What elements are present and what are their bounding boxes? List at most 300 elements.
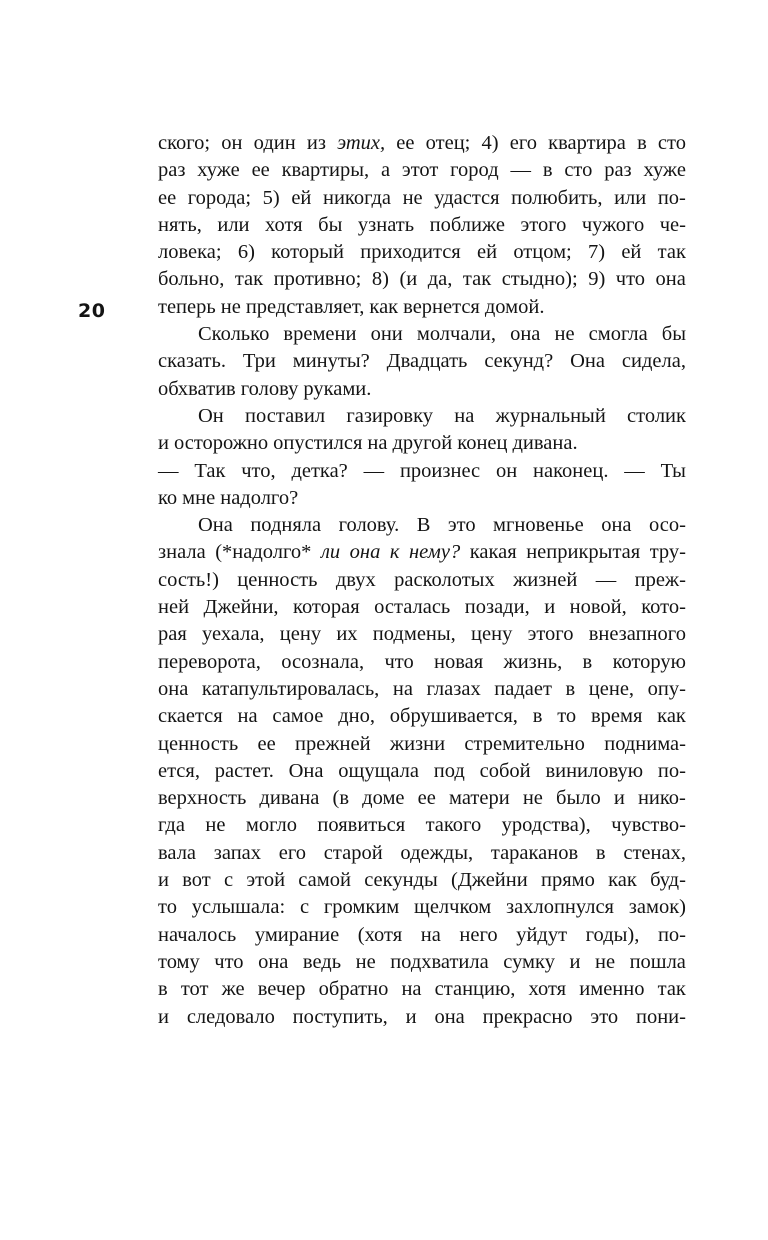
word: уйдут [516, 923, 568, 946]
word: поближе [429, 213, 505, 236]
text-line [158, 403, 686, 430]
word: он [221, 132, 243, 154]
text-line [158, 376, 686, 403]
word: Она [198, 514, 233, 537]
word: пошла [629, 950, 686, 973]
word: и [158, 869, 169, 892]
word: новой, [569, 596, 627, 619]
word: раз [604, 159, 632, 182]
word: узнать [357, 213, 415, 236]
word: не [522, 787, 543, 810]
word: они [370, 323, 403, 346]
word: уехала, [202, 623, 265, 646]
word: так [657, 241, 686, 264]
word: неприкрытая [526, 541, 641, 564]
word: бы [318, 213, 343, 236]
word: этой [246, 869, 286, 892]
word: гда [158, 814, 185, 837]
word: ловека; [158, 241, 222, 264]
word: нять, [158, 213, 202, 236]
word: на [420, 923, 441, 946]
word: его [278, 841, 307, 864]
word: ценность [237, 568, 318, 591]
word: цене, [588, 677, 635, 700]
word: 9) [588, 268, 606, 291]
text-line [158, 621, 686, 648]
word: наконец. [533, 459, 609, 482]
text-line [158, 649, 686, 676]
word: ощущала [338, 759, 419, 782]
word: началось [158, 923, 237, 946]
word: Она [288, 759, 324, 782]
text-line [158, 185, 686, 212]
word: города; [187, 186, 252, 209]
word: Двадцать [386, 350, 468, 373]
word: вечер [257, 978, 306, 1001]
word: буд- [650, 869, 686, 892]
word: как [369, 295, 399, 318]
word: бы [661, 323, 686, 346]
text-line [158, 922, 686, 949]
page-number: 20 [78, 300, 106, 322]
word: преж- [634, 568, 686, 591]
word: квартира [548, 132, 626, 154]
word: скается [158, 705, 223, 728]
word: произнес [399, 459, 481, 482]
word: жизни [389, 732, 446, 755]
word: столик [627, 404, 686, 427]
word: который [271, 241, 345, 264]
text-line [158, 840, 686, 867]
word: ее [417, 787, 436, 810]
word: 7) [588, 241, 606, 264]
word: это [447, 514, 476, 537]
word: — [624, 459, 645, 482]
word: отец; [425, 132, 471, 154]
word: на [367, 432, 388, 455]
word: жизней [513, 568, 578, 591]
word: из [306, 132, 326, 154]
word: — [158, 459, 179, 482]
word: такого [425, 814, 482, 837]
word: приходится [360, 241, 461, 264]
word: рая [158, 623, 187, 646]
word: она [158, 677, 189, 700]
word: опу- [647, 677, 686, 700]
word: не [402, 186, 423, 209]
word: поставил [245, 404, 326, 427]
word: старой [323, 841, 383, 864]
word: (и [399, 268, 418, 291]
word: полюбить, [511, 186, 603, 209]
word: подмены, [372, 623, 456, 646]
word: услышала: [191, 896, 286, 919]
word: и [613, 787, 625, 810]
word: хотя [265, 213, 303, 236]
word: замок) [628, 896, 686, 919]
text-line [158, 130, 686, 157]
word: не [594, 950, 616, 973]
word: их [336, 623, 358, 646]
word: ее [396, 132, 415, 154]
text-line [158, 785, 686, 812]
word: ней [158, 596, 190, 619]
text-line [158, 157, 686, 184]
word: не [554, 323, 575, 346]
word: (*надолго* [215, 541, 312, 564]
word: что [384, 650, 414, 673]
word: Она [570, 350, 605, 373]
text-line [158, 239, 686, 266]
word: цену [471, 623, 513, 646]
word: ется, [158, 759, 200, 782]
word: не [355, 950, 376, 973]
word: на [237, 705, 258, 728]
word: что, [241, 459, 276, 482]
word: этого [520, 213, 567, 236]
text-line [158, 976, 686, 1003]
word: ей [291, 186, 312, 209]
word: захлопнулся [506, 896, 614, 919]
text-line [158, 731, 686, 758]
word: да, [427, 268, 453, 291]
word: так [462, 268, 492, 291]
word: сказать. [158, 350, 226, 373]
text-line [158, 867, 686, 894]
word: секунд? [484, 350, 554, 373]
word: доме [362, 787, 405, 810]
word: конец [457, 432, 508, 455]
word: этих, [337, 132, 386, 154]
word: именно [579, 978, 645, 1001]
word: в [158, 978, 168, 1001]
word: ли [320, 541, 341, 564]
word: стыдно); [501, 268, 578, 291]
word: осторожно [173, 432, 269, 455]
text-line [158, 430, 686, 457]
word: молчали, [416, 323, 496, 346]
word: Джейни, [203, 596, 279, 619]
word: не [220, 295, 241, 318]
word: квартиры, [281, 159, 370, 182]
word: него [459, 923, 498, 946]
word: другой [392, 432, 453, 455]
word: стенах, [623, 841, 686, 864]
word: или [614, 186, 647, 209]
word: сумку [503, 950, 555, 973]
word: журнальный [495, 404, 606, 427]
word: следовало [186, 1005, 275, 1028]
word: в [565, 677, 576, 700]
word: и [158, 432, 169, 455]
word: станцию, [434, 978, 516, 1001]
word: секунды [364, 869, 438, 892]
word: этого [527, 623, 574, 646]
word: щелчком [414, 896, 492, 919]
word: и [544, 596, 556, 619]
text-line [158, 512, 686, 539]
word: с [299, 896, 310, 919]
word: могло [245, 814, 297, 837]
word: он [495, 459, 518, 482]
word: осознала, [281, 650, 365, 673]
word: не [205, 814, 226, 837]
word: глазах [426, 677, 481, 700]
word: а [380, 159, 391, 182]
word: она [510, 323, 541, 346]
word: верхность [158, 787, 247, 810]
word: и [405, 1005, 417, 1028]
word: — [363, 459, 385, 482]
text-line [158, 321, 686, 348]
word: надолго? [220, 486, 299, 509]
word: с [223, 869, 234, 892]
word: хотя [528, 978, 567, 1001]
word: удастся [434, 186, 500, 209]
word: этот [401, 159, 439, 182]
text-line [158, 758, 686, 785]
word: че- [659, 213, 686, 236]
word: кото- [641, 596, 686, 619]
word: на [392, 677, 413, 700]
word: домой. [484, 295, 545, 318]
word: так [234, 268, 264, 291]
word: голову [240, 377, 299, 400]
word: ей [476, 241, 498, 264]
word: никогда [322, 186, 391, 209]
word: она [258, 950, 289, 973]
word: жизнь, [503, 650, 563, 673]
word: растет. [214, 759, 274, 782]
word: сидела, [621, 350, 686, 373]
word: в [532, 705, 543, 728]
word: — [510, 159, 531, 182]
word: тому [158, 950, 200, 973]
word: матери [449, 787, 510, 810]
word: смогла [588, 323, 648, 346]
word: руками. [303, 377, 372, 400]
word: как [608, 869, 637, 892]
text-line [158, 458, 686, 485]
word: переворота, [158, 650, 261, 673]
word: нему? [409, 541, 461, 564]
word: вернется [403, 295, 480, 318]
word: как [657, 705, 686, 728]
word: запах [213, 841, 262, 864]
text-line [158, 539, 686, 566]
word: появиться [317, 814, 406, 837]
word: двух [335, 568, 376, 591]
word: один [253, 132, 296, 154]
word: в [582, 650, 593, 673]
word: сость!) [158, 568, 219, 591]
word: чувство- [611, 814, 686, 837]
word: больно, [158, 268, 225, 291]
word: теперь [158, 295, 216, 318]
word: голову. [338, 514, 400, 537]
text-line [158, 812, 686, 839]
word: которая [293, 596, 360, 619]
word: пони- [635, 1005, 686, 1028]
word: то [557, 705, 577, 728]
word: тру- [649, 541, 686, 564]
word: сто [564, 159, 593, 182]
word: ского; [158, 132, 211, 154]
word: город [450, 159, 499, 182]
word: его [509, 132, 538, 154]
word: сто [657, 132, 686, 154]
word: 6) [237, 241, 255, 264]
word: ее [251, 159, 270, 182]
word: так [657, 978, 686, 1001]
word: годы), [585, 923, 640, 946]
word: прежней [295, 732, 371, 755]
word: ее [158, 186, 177, 209]
word: дивана [259, 787, 320, 810]
word: было [556, 787, 601, 810]
word: цену [279, 623, 322, 646]
word: — [595, 568, 617, 591]
word: (в [332, 787, 350, 810]
word: В [416, 514, 431, 537]
word: и [158, 1005, 169, 1028]
word: опустился [273, 432, 363, 455]
word: минуты? [292, 350, 370, 373]
word: по- [657, 186, 686, 209]
word: Ты [660, 459, 686, 482]
word: которую [612, 650, 686, 673]
word: на [401, 978, 422, 1001]
text-line [158, 294, 686, 321]
word: ей [621, 241, 642, 264]
word: ее [257, 732, 276, 755]
word: чужого [581, 213, 645, 236]
word: поднима- [604, 732, 686, 755]
word: она [349, 541, 381, 564]
text-line [158, 676, 686, 703]
word: тараканов [490, 841, 579, 864]
word: к [389, 541, 400, 564]
word: Так [194, 459, 226, 482]
word: под [433, 759, 465, 782]
word: вала [158, 841, 197, 864]
word: в [595, 841, 606, 864]
word: умирание [254, 923, 340, 946]
word: расколотых [394, 568, 495, 591]
text-line [158, 949, 686, 976]
word: стремительно [464, 732, 585, 755]
word: на [454, 404, 475, 427]
word: это [590, 1005, 619, 1028]
word: позади, [464, 596, 530, 619]
word: она [434, 1005, 465, 1028]
word: или [217, 213, 250, 236]
text-line [158, 703, 686, 730]
word: обрушивается, [389, 705, 518, 728]
word: подхватила [390, 950, 489, 973]
word: катапультировалась, [201, 677, 380, 700]
word: мгновенье [493, 514, 584, 537]
word: по- [657, 759, 686, 782]
word: времени [283, 323, 357, 346]
word: вот [182, 869, 211, 892]
word: ко [158, 486, 178, 509]
word: по- [657, 923, 686, 946]
word: раз [158, 159, 186, 182]
word: прямо [540, 869, 595, 892]
text-line [158, 266, 686, 293]
word: самой [298, 869, 351, 892]
word: обратно [318, 978, 389, 1001]
word: газировку [346, 404, 433, 427]
word: поступить, [292, 1005, 388, 1028]
text-line [158, 1004, 686, 1031]
word: внезапного [588, 623, 686, 646]
word: уродства), [501, 814, 591, 837]
word: в [542, 159, 553, 182]
word: прекрасно [482, 1005, 573, 1028]
word: осо- [648, 514, 686, 537]
word: виниловую [545, 759, 644, 782]
word: в [637, 132, 647, 154]
word: какая [469, 541, 517, 564]
word: 5) [262, 186, 280, 209]
word: 8) [371, 268, 389, 291]
word: 4) [481, 132, 499, 154]
word: что [615, 268, 646, 291]
word: самое [272, 705, 324, 728]
word: детка? [291, 459, 348, 482]
word: одежды, [400, 841, 474, 864]
word: нико- [637, 787, 686, 810]
word: и [569, 950, 581, 973]
word: дно, [338, 705, 375, 728]
text-line [158, 594, 686, 621]
word: собой [479, 759, 531, 782]
word: она [655, 268, 686, 291]
text-line [158, 567, 686, 594]
word: падает [494, 677, 552, 700]
word: (хотя [357, 923, 403, 946]
word: она [601, 514, 632, 537]
text-line [158, 348, 686, 375]
word: Сколько [198, 323, 270, 346]
word: Три [242, 350, 276, 373]
word: тот [180, 978, 209, 1001]
word: подняла [250, 514, 322, 537]
word: время [590, 705, 643, 728]
word: то [158, 896, 177, 919]
word: громким [323, 896, 400, 919]
word: знала [158, 541, 206, 564]
word: представляет, [245, 295, 365, 318]
text-line [158, 212, 686, 239]
word: новая [434, 650, 484, 673]
word: обхватив [158, 377, 236, 400]
body-text [158, 130, 686, 1031]
word: хуже [643, 159, 686, 182]
word: (Джейни [451, 869, 528, 892]
word: ценность [158, 732, 239, 755]
word: Он [198, 404, 224, 427]
word: хуже [197, 159, 240, 182]
word: отцом; [513, 241, 572, 264]
word: мне [182, 486, 216, 509]
word: противно; [273, 268, 362, 291]
text-line [158, 485, 686, 512]
word: дивана. [512, 432, 578, 455]
word: же [221, 978, 245, 1001]
